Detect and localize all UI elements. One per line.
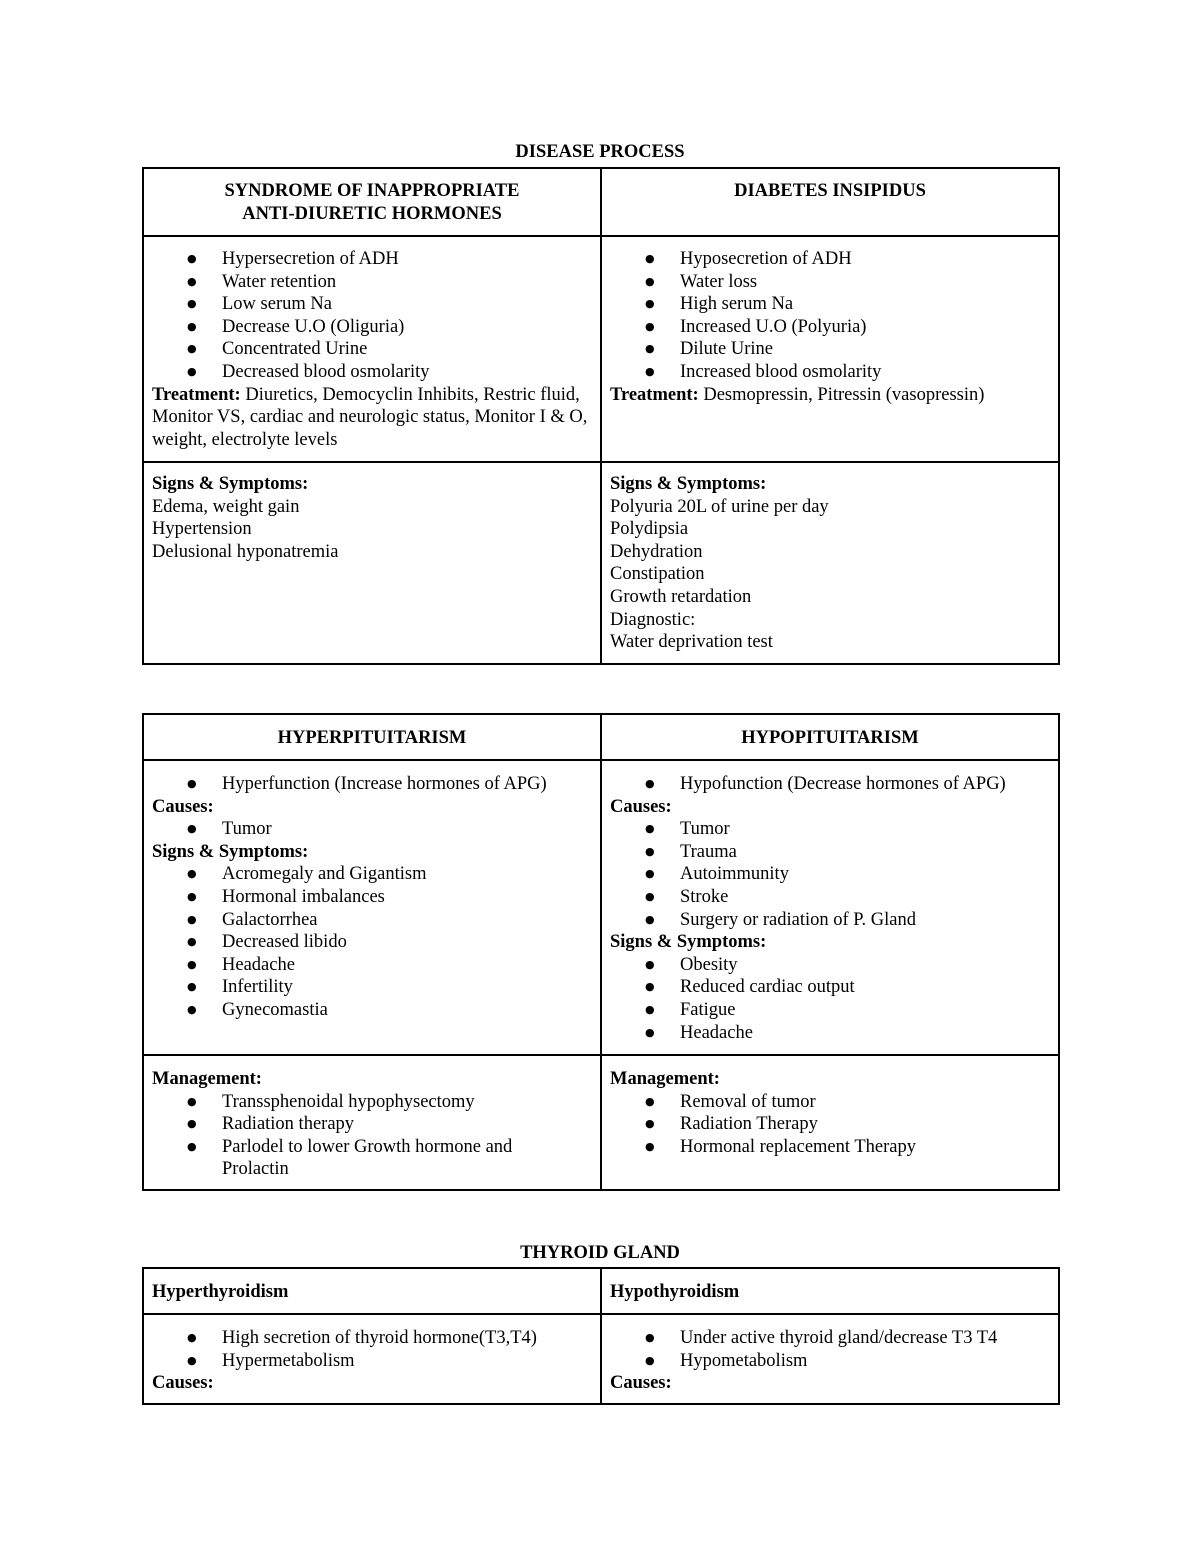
list-item: ● Hyposecretion of ADH: [610, 248, 1050, 271]
treatment-label: Treatment:: [610, 384, 699, 405]
hyperthyroidism-details-cell: [143, 1314, 601, 1404]
hyperthyroidism-header: [143, 1268, 601, 1314]
hypo-management-list: [610, 1091, 1050, 1159]
list-item: ● Hormonal replacement Therapy: [610, 1136, 1050, 1159]
list-item: ● Parlodel to lower Growth hormone and Prolactin: [152, 1136, 532, 1181]
hypopituitarism-header-text: HYPOPITUITARISM: [741, 728, 919, 748]
siadh-bullet-list: [152, 248, 592, 384]
di-treatment: [610, 384, 1050, 407]
list-item: ● Hypermetabolism: [152, 1350, 592, 1373]
list-item: ● Concentrated Urine: [152, 338, 592, 361]
list-item: ● Obesity: [610, 954, 1050, 977]
hyperthyroidism-header-text: Hyperthyroidism: [152, 1282, 289, 1302]
list-item: Hypertension: [152, 519, 252, 540]
list-item: ● Low serum Na: [152, 293, 592, 316]
list-item: Dehydration: [610, 541, 703, 562]
list-item: ● Radiation therapy: [152, 1113, 532, 1136]
hyperpituitarism-details-cell: [143, 760, 601, 1055]
hypothyroid-list: [610, 1327, 1050, 1372]
list-item: ● Headache: [152, 954, 592, 977]
causes-label: Causes:: [610, 1373, 672, 1394]
hypo-signs-list: [610, 954, 1050, 1044]
list-item: Constipation: [610, 564, 705, 585]
di-header: [601, 168, 1059, 236]
list-item: ● Hypofunction (Decrease hormones of APG): [610, 773, 1050, 796]
causes-label: Causes:: [152, 796, 214, 817]
list-item: ● Hypometabolism: [610, 1350, 1050, 1373]
adh-disorders-table: [142, 167, 1060, 665]
signs-label: Signs & Symptoms:: [610, 932, 767, 953]
list-item: ● High serum Na: [610, 293, 1050, 316]
siadh-treatment: [152, 384, 592, 452]
list-item: Polyuria 20L of urine per day: [610, 496, 829, 517]
causes-label: Causes:: [152, 1373, 214, 1394]
hyper-management-list: [152, 1091, 592, 1181]
list-item: ● Water retention: [152, 271, 592, 294]
treatment-label: Treatment:: [152, 384, 241, 405]
pituitarism-table: [142, 713, 1060, 1191]
list-item: Delusional hyponatremia: [152, 541, 339, 562]
list-item: ● Increased U.O (Polyuria): [610, 316, 1050, 339]
treatment-text: Desmopressin, Pitressin (vasopressin): [698, 384, 985, 405]
list-item: Diagnostic:: [610, 609, 696, 630]
hypothyroidism-details-cell: [601, 1314, 1059, 1404]
hypothyroidism-header: [601, 1268, 1059, 1314]
hypo-intro-list: [610, 773, 1050, 796]
hyper-causes-list: [152, 818, 592, 841]
list-item: ● Water loss: [610, 271, 1050, 294]
list-item: ● Headache: [610, 1022, 1050, 1045]
list-item: ● Galactorrhea: [152, 909, 592, 932]
di-overview-cell: [601, 236, 1059, 462]
list-item: ● Fatigue: [610, 999, 1050, 1022]
hyperpituitarism-header-text: HYPERPITUITARISM: [277, 728, 467, 748]
list-item: ● Increased blood osmolarity: [610, 361, 1050, 384]
list-item: Polydipsia: [610, 519, 689, 540]
list-item: Edema, weight gain: [152, 496, 300, 517]
list-item: ● Removal of tumor: [610, 1091, 1050, 1114]
list-item: ● Transsphenoidal hypophysectomy: [152, 1091, 532, 1114]
hyper-signs-list: [152, 863, 592, 1021]
list-item: ● Autoimmunity: [610, 863, 1050, 886]
siadh-signs-cell: [143, 462, 601, 664]
hypopituitarism-header: [601, 714, 1059, 760]
hyperthyroid-list: [152, 1327, 592, 1372]
list-item: ● High secretion of thyroid hormone(T3,T4): [152, 1327, 592, 1350]
hypo-causes-list: [610, 818, 1050, 931]
list-item: ● Hypersecretion of ADH: [152, 248, 592, 271]
list-item: ● Surgery or radiation of P. Gland: [610, 909, 1050, 932]
list-item: ● Stroke: [610, 886, 1050, 909]
management-label: Management:: [152, 1069, 262, 1089]
list-item: ● Hyperfunction (Increase hormones of APG): [152, 773, 592, 796]
causes-label: Causes:: [610, 796, 672, 817]
list-item: ● Decrease U.O (Oliguria): [152, 316, 592, 339]
siadh-overview-cell: [143, 236, 601, 462]
treatment-text: Diuretics, Democyclin Inhibits, Restric fluid, Monitor VS, cardiac and neurologic status, Monitor I & O, weight, electrolyte levels: [152, 384, 588, 450]
hyperpituitarism-management-cell: [143, 1055, 601, 1190]
list-item: ● Decreased blood osmolarity: [152, 361, 592, 384]
list-item: ● Trauma: [610, 841, 1050, 864]
di-header-text: DIABETES INSIPIDUS: [734, 181, 926, 201]
thyroid-table: [142, 1267, 1060, 1405]
thyroid-gland-title: THYROID GLAND: [520, 1243, 680, 1263]
disease-process-title: DISEASE PROCESS: [515, 142, 685, 162]
hyper-intro-list: [152, 773, 592, 796]
list-item: ● Infertility: [152, 976, 592, 999]
management-label: Management:: [610, 1069, 720, 1089]
di-signs-cell: [601, 462, 1059, 664]
siadh-header-text: SYNDROME OF INAPPROPRIATE ANTI-DIURETIC HORMONES: [224, 181, 520, 224]
di-bullet-list: [610, 248, 1050, 384]
list-item: ● Tumor: [610, 818, 1050, 841]
hyperpituitarism-header: [143, 714, 601, 760]
list-item: ● Reduced cardiac output: [610, 976, 1050, 999]
signs-label: Signs & Symptoms:: [610, 474, 767, 494]
signs-label: Signs & Symptoms:: [152, 474, 309, 494]
list-item: ● Radiation Therapy: [610, 1113, 1050, 1136]
list-item: ● Hormonal imbalances: [152, 886, 592, 909]
hypopituitarism-details-cell: [601, 760, 1059, 1055]
list-item: ● Dilute Urine: [610, 338, 1050, 361]
list-item: ● Tumor: [152, 818, 592, 841]
list-item: ● Decreased libido: [152, 931, 592, 954]
list-item: ● Under active thyroid gland/decrease T3 T4: [610, 1327, 1050, 1350]
siadh-header: [143, 168, 601, 236]
list-item: ● Acromegaly and Gigantism: [152, 863, 592, 886]
list-item: ● Gynecomastia: [152, 999, 592, 1022]
hypothyroidism-header-text: Hypothyroidism: [610, 1282, 740, 1302]
list-item: Growth retardation: [610, 586, 752, 607]
signs-label: Signs & Symptoms:: [152, 841, 309, 862]
hypopituitarism-management-cell: [601, 1055, 1059, 1190]
list-item: Water deprivation test: [610, 632, 773, 653]
